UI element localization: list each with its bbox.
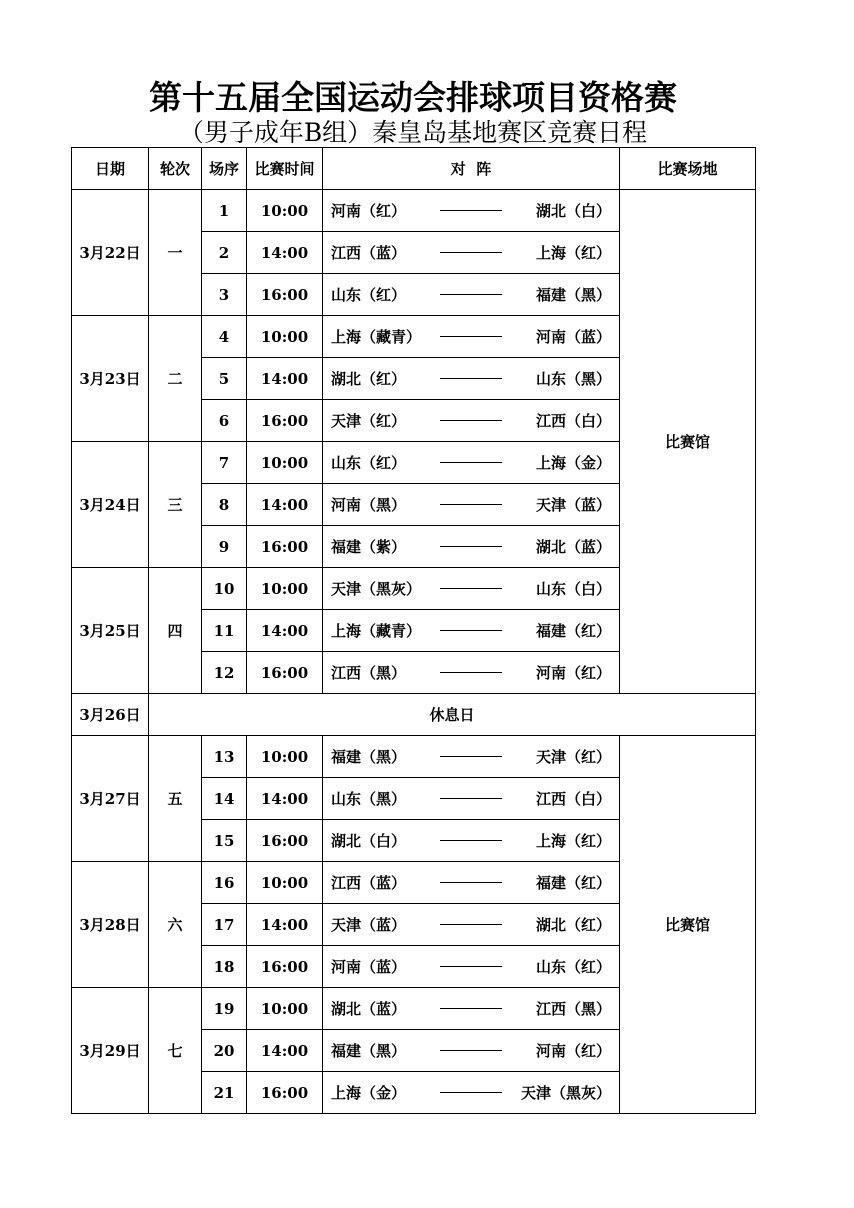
team-a: 江西（蓝）: [331, 244, 407, 262]
versus-line: [440, 798, 502, 799]
versus-line: [440, 756, 502, 757]
matchup: [323, 662, 619, 683]
time-cell: 14:00: [247, 904, 323, 946]
matchup: [323, 494, 619, 515]
matchup: [323, 578, 619, 599]
team-b: 江西（白）: [536, 790, 612, 808]
versus-line: [440, 1092, 502, 1093]
matchup: [323, 368, 619, 389]
versus-line: [440, 294, 502, 295]
versus-line: [440, 210, 502, 211]
team-b: 河南（蓝）: [536, 328, 612, 346]
team-a: 天津（蓝）: [331, 916, 407, 934]
time-cell: 16:00: [247, 274, 323, 316]
matchup: [323, 242, 619, 263]
time-cell: 14:00: [247, 484, 323, 526]
rest-date-cell: 3月26日: [72, 694, 149, 736]
team-a: 福建（黑）: [331, 748, 407, 766]
matchup-cell: [323, 820, 620, 862]
team-a: 上海（藏青）: [331, 328, 422, 346]
match-no-cell: 6: [202, 400, 247, 442]
team-a: 河南（红）: [331, 202, 407, 220]
time-cell: 16:00: [247, 526, 323, 568]
matchup-cell: [323, 610, 620, 652]
team-a: 天津（红）: [331, 412, 407, 430]
matchup-cell: [323, 442, 620, 484]
team-b: 山东（红）: [536, 958, 612, 976]
team-b: 天津（红）: [536, 748, 612, 766]
time-cell: 14:00: [247, 610, 323, 652]
team-a: 上海（金）: [331, 1084, 407, 1102]
time-cell: 16:00: [247, 1072, 323, 1114]
team-b: 河南（红）: [536, 1042, 612, 1060]
versus-line: [440, 1050, 502, 1051]
match-no-cell: 5: [202, 358, 247, 400]
rest-day-label: 休息日: [149, 694, 756, 736]
time-cell: 16:00: [247, 820, 323, 862]
schedule-table: [71, 147, 756, 1114]
match-no-cell: 16: [202, 862, 247, 904]
match-no-cell: 17: [202, 904, 247, 946]
matchup: [323, 536, 619, 557]
date-cell: 3月24日: [72, 442, 149, 568]
time-cell: 10:00: [247, 442, 323, 484]
schedule-body: [72, 190, 756, 1114]
team-a: 山东（红）: [331, 454, 407, 472]
header-matchup: 对 阵: [323, 148, 620, 190]
date-cell: 3月28日: [72, 862, 149, 988]
match-no-cell: 9: [202, 526, 247, 568]
matchup: [323, 830, 619, 851]
matchup-cell: [323, 778, 620, 820]
match-no-cell: 19: [202, 988, 247, 1030]
team-b: 福建（黑）: [536, 286, 612, 304]
time-cell: 10:00: [247, 736, 323, 778]
time-cell: 16:00: [247, 946, 323, 988]
team-a: 福建（紫）: [331, 538, 407, 556]
versus-line: [440, 378, 502, 379]
header-round: 轮次: [149, 148, 202, 190]
match-no-cell: 1: [202, 190, 247, 232]
matchup-cell: [323, 988, 620, 1030]
versus-line: [440, 420, 502, 421]
time-cell: 16:00: [247, 652, 323, 694]
table-row: [72, 190, 756, 232]
document-subtitle: （男子成年B组）秦皇岛基地赛区竞赛日程: [178, 118, 648, 147]
match-no-cell: 20: [202, 1030, 247, 1072]
time-cell: 16:00: [247, 400, 323, 442]
matchup: [323, 788, 619, 809]
matchup-cell: [323, 1030, 620, 1072]
venue-cell: 比赛馆: [620, 190, 756, 694]
document-title: 第十五届全国运动会排球项目资格赛: [149, 78, 677, 117]
match-no-cell: 21: [202, 1072, 247, 1114]
matchup-cell: [323, 526, 620, 568]
rest-day-row: [72, 694, 756, 736]
matchup: [323, 326, 619, 347]
team-b: 湖北（白）: [536, 202, 612, 220]
team-b: 上海（红）: [536, 244, 612, 262]
header-date: 日期: [72, 148, 149, 190]
matchup: [323, 410, 619, 431]
team-a: 山东（黑）: [331, 790, 407, 808]
date-cell: 3月23日: [72, 316, 149, 442]
versus-line: [440, 588, 502, 589]
match-no-cell: 4: [202, 316, 247, 358]
time-cell: 10:00: [247, 988, 323, 1030]
matchup: [323, 200, 619, 221]
versus-line: [440, 546, 502, 547]
versus-line: [440, 504, 502, 505]
round-cell: 六: [149, 862, 202, 988]
team-b: 湖北（蓝）: [536, 538, 612, 556]
match-no-cell: 7: [202, 442, 247, 484]
matchup-cell: [323, 400, 620, 442]
date-cell: 3月29日: [72, 988, 149, 1114]
matchup: [323, 914, 619, 935]
team-a: 天津（黑灰）: [331, 580, 422, 598]
matchup-cell: [323, 862, 620, 904]
team-b: 天津（蓝）: [536, 496, 612, 514]
match-no-cell: 15: [202, 820, 247, 862]
match-no-cell: 14: [202, 778, 247, 820]
matchup: [323, 872, 619, 893]
matchup-cell: [323, 568, 620, 610]
time-cell: 14:00: [247, 358, 323, 400]
match-no-cell: 2: [202, 232, 247, 274]
team-a: 河南（蓝）: [331, 958, 407, 976]
team-a: 江西（黑）: [331, 664, 407, 682]
matchup-cell: [323, 190, 620, 232]
match-no-cell: 18: [202, 946, 247, 988]
match-no-cell: 8: [202, 484, 247, 526]
time-cell: 10:00: [247, 862, 323, 904]
time-cell: 14:00: [247, 232, 323, 274]
header-row: [72, 148, 756, 190]
matchup-cell: [323, 1072, 620, 1114]
round-cell: 七: [149, 988, 202, 1114]
team-a: 山东（红）: [331, 286, 407, 304]
venue-cell: 比赛馆: [620, 736, 756, 1114]
matchup: [323, 998, 619, 1019]
time-cell: 10:00: [247, 568, 323, 610]
versus-line: [440, 252, 502, 253]
versus-line: [440, 924, 502, 925]
round-cell: 五: [149, 736, 202, 862]
team-b: 上海（金）: [536, 454, 612, 472]
team-b: 湖北（红）: [536, 916, 612, 934]
versus-line: [440, 672, 502, 673]
team-b: 江西（黑）: [536, 1000, 612, 1018]
versus-line: [440, 840, 502, 841]
versus-line: [440, 966, 502, 967]
match-no-cell: 3: [202, 274, 247, 316]
team-a: 湖北（白）: [331, 832, 407, 850]
round-cell: 三: [149, 442, 202, 568]
team-b: 河南（红）: [536, 664, 612, 682]
team-a: 江西（蓝）: [331, 874, 407, 892]
matchup-cell: [323, 274, 620, 316]
matchup: [323, 956, 619, 977]
matchup-cell: [323, 484, 620, 526]
matchup-cell: [323, 946, 620, 988]
header-venue: 比赛场地: [620, 148, 756, 190]
team-a: 福建（黑）: [331, 1042, 407, 1060]
match-no-cell: 10: [202, 568, 247, 610]
team-b: 福建（红）: [536, 622, 612, 640]
team-b: 上海（红）: [536, 832, 612, 850]
time-cell: 10:00: [247, 190, 323, 232]
matchup: [323, 284, 619, 305]
time-cell: 14:00: [247, 1030, 323, 1072]
matchup: [323, 620, 619, 641]
team-b: 福建（红）: [536, 874, 612, 892]
match-no-cell: 12: [202, 652, 247, 694]
time-cell: 10:00: [247, 316, 323, 358]
versus-line: [440, 882, 502, 883]
round-cell: 一: [149, 190, 202, 316]
team-a: 湖北（蓝）: [331, 1000, 407, 1018]
date-cell: 3月22日: [72, 190, 149, 316]
team-a: 湖北（红）: [331, 370, 407, 388]
team-a: 上海（藏青）: [331, 622, 422, 640]
team-b: 山东（黑）: [536, 370, 612, 388]
date-cell: 3月25日: [72, 568, 149, 694]
round-cell: 四: [149, 568, 202, 694]
matchup: [323, 1040, 619, 1061]
matchup-cell: [323, 904, 620, 946]
header-match-no: 场序: [202, 148, 247, 190]
date-cell: 3月27日: [72, 736, 149, 862]
matchup: [323, 1082, 619, 1103]
round-cell: 二: [149, 316, 202, 442]
matchup-cell: [323, 358, 620, 400]
versus-line: [440, 1008, 502, 1009]
header-time: 比赛时间: [247, 148, 323, 190]
team-b: 江西（白）: [536, 412, 612, 430]
team-b: 天津（黑灰）: [521, 1084, 612, 1102]
versus-line: [440, 336, 502, 337]
matchup-cell: [323, 652, 620, 694]
matchup: [323, 746, 619, 767]
matchup-cell: [323, 232, 620, 274]
team-a: 河南（黑）: [331, 496, 407, 514]
versus-line: [440, 630, 502, 631]
team-b: 山东（白）: [536, 580, 612, 598]
time-cell: 14:00: [247, 778, 323, 820]
versus-line: [440, 462, 502, 463]
table-row: [72, 736, 756, 778]
matchup-cell: [323, 316, 620, 358]
match-no-cell: 11: [202, 610, 247, 652]
matchup: [323, 452, 619, 473]
match-no-cell: 13: [202, 736, 247, 778]
matchup-cell: [323, 736, 620, 778]
